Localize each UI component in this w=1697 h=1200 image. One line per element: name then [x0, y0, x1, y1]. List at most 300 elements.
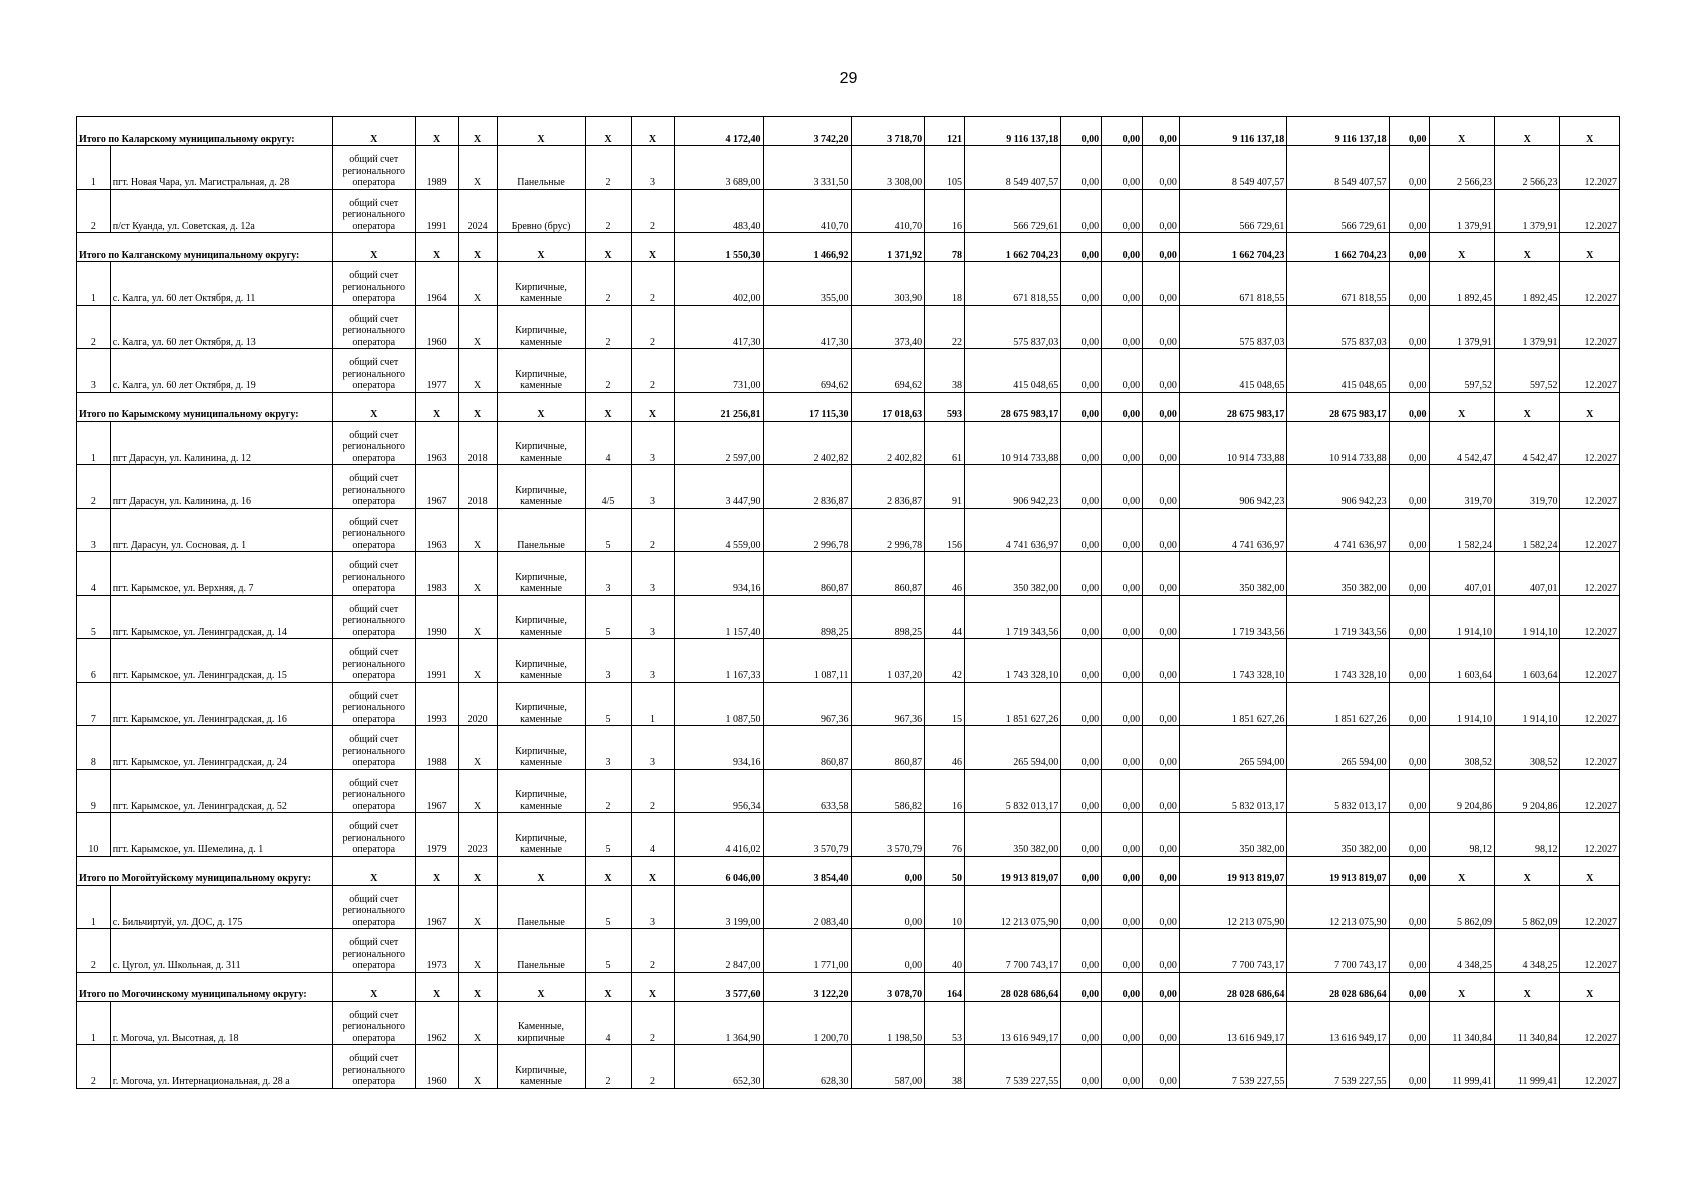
data-cell: 0,00 [1102, 349, 1143, 393]
data-cell: 0,00 [1143, 349, 1180, 393]
total-cell: 3 742,20 [763, 117, 851, 146]
total-cell: X [631, 856, 674, 885]
data-cell: 18 [925, 262, 965, 306]
data-cell: 483,40 [674, 189, 763, 233]
table-row [77, 885, 1620, 929]
account-type-cell: общий счет регионального оператора [332, 639, 415, 683]
data-cell: 42 [925, 639, 965, 683]
data-cell: 350 382,00 [1287, 552, 1389, 596]
data-cell: 38 [925, 349, 965, 393]
data-cell: Кирпичные, каменные [497, 262, 585, 306]
total-cell: 0,00 [1389, 392, 1429, 421]
total-cell: 19 913 819,07 [965, 856, 1061, 885]
total-cell: X [458, 856, 497, 885]
data-cell: X [458, 726, 497, 770]
data-cell: 12.2027 [1560, 189, 1620, 233]
data-cell: 0,00 [1389, 813, 1429, 857]
data-cell: 898,25 [763, 595, 851, 639]
data-cell: 12.2027 [1560, 349, 1620, 393]
data-cell: 76 [925, 813, 965, 857]
account-type-cell: общий счет регионального оператора [332, 885, 415, 929]
address-cell: с. Цугол, ул. Школьная, д. 311 [110, 929, 332, 973]
data-cell: Панельные [497, 508, 585, 552]
row-number: 3 [77, 508, 111, 552]
data-cell: 0,00 [1143, 305, 1180, 349]
data-cell: 860,87 [851, 552, 925, 596]
data-cell: X [458, 929, 497, 973]
table-row [77, 305, 1620, 349]
total-cell: 3 854,40 [763, 856, 851, 885]
data-cell: 2 [631, 1001, 674, 1045]
registry-body [77, 117, 1620, 1089]
total-cell: 164 [925, 972, 965, 1001]
data-cell: 0,00 [1389, 552, 1429, 596]
data-cell: X [458, 769, 497, 813]
total-cell: 6 046,00 [674, 856, 763, 885]
address-cell: пгт. Карымское, ул. Ленинградская, д. 16 [110, 682, 332, 726]
data-cell: 956,34 [674, 769, 763, 813]
data-cell: 3 [631, 595, 674, 639]
address-cell: пгт. Карымское, ул. Ленинградская, д. 24 [110, 726, 332, 770]
data-cell: 0,00 [1061, 465, 1102, 509]
data-cell: 1 719 343,56 [1179, 595, 1286, 639]
data-cell: 1991 [415, 639, 458, 683]
total-cell: X [585, 392, 631, 421]
account-type-cell: общий счет регионального оператора [332, 1001, 415, 1045]
data-cell: 0,00 [1102, 595, 1143, 639]
data-cell: Панельные [497, 885, 585, 929]
total-cell: X [585, 856, 631, 885]
row-number: 4 [77, 552, 111, 596]
data-cell: 7 539 227,55 [1287, 1045, 1389, 1089]
table-row [77, 929, 1620, 973]
total-cell: 0,00 [1389, 233, 1429, 262]
data-cell: 967,36 [851, 682, 925, 726]
data-cell: 2 566,23 [1495, 146, 1560, 190]
data-cell: 0,00 [1061, 929, 1102, 973]
data-cell: 9 204,86 [1495, 769, 1560, 813]
data-cell: 61 [925, 421, 965, 465]
data-cell: 0,00 [1061, 885, 1102, 929]
data-cell: 5 862,09 [1429, 885, 1494, 929]
data-cell: 265 594,00 [1287, 726, 1389, 770]
data-cell: 1 037,20 [851, 639, 925, 683]
data-cell: 0,00 [1143, 639, 1180, 683]
row-number: 1 [77, 421, 111, 465]
address-cell: пгт. Дарасун, ул. Сосновая, д. 1 [110, 508, 332, 552]
data-cell: 2 [585, 1045, 631, 1089]
data-cell: 1993 [415, 682, 458, 726]
total-cell: X [497, 972, 585, 1001]
data-cell: 906 942,23 [1287, 465, 1389, 509]
data-cell: 9 204,86 [1429, 769, 1494, 813]
total-cell: 9 116 137,18 [965, 117, 1061, 146]
address-cell: пгт. Карымское, ул. Ленинградская, д. 52 [110, 769, 332, 813]
data-cell: 4 741 636,97 [1179, 508, 1286, 552]
data-cell: 3 570,79 [851, 813, 925, 857]
total-cell: 0,00 [1061, 972, 1102, 1001]
address-cell: пгт. Карымское, ул. Шемелина, д. 1 [110, 813, 332, 857]
data-cell: 4 [585, 421, 631, 465]
data-cell: 0,00 [1102, 189, 1143, 233]
data-cell: 2 [585, 146, 631, 190]
data-cell: 3 [631, 465, 674, 509]
data-cell: 98,12 [1495, 813, 1560, 857]
data-cell: 3 447,90 [674, 465, 763, 509]
data-cell: 1 743 328,10 [1179, 639, 1286, 683]
total-cell: 17 115,30 [763, 392, 851, 421]
data-cell: 633,58 [763, 769, 851, 813]
total-cell: X [1495, 972, 1560, 1001]
row-number: 7 [77, 682, 111, 726]
row-number: 5 [77, 595, 111, 639]
row-number: 6 [77, 639, 111, 683]
total-cell: X [458, 392, 497, 421]
data-cell: 319,70 [1495, 465, 1560, 509]
row-number: 2 [77, 465, 111, 509]
data-cell: 1 743 328,10 [1287, 639, 1389, 683]
data-cell: 12.2027 [1560, 682, 1620, 726]
account-type-cell: общий счет регионального оператора [332, 465, 415, 509]
account-type-cell: общий счет регионального оператора [332, 508, 415, 552]
data-cell: 2 [585, 769, 631, 813]
total-cell: 0,00 [851, 856, 925, 885]
data-cell: 40 [925, 929, 965, 973]
data-cell: 8 549 407,57 [1287, 146, 1389, 190]
table-row [77, 508, 1620, 552]
account-type-cell: общий счет регионального оператора [332, 421, 415, 465]
data-cell: 0,00 [1389, 349, 1429, 393]
data-cell: 597,52 [1429, 349, 1494, 393]
data-cell: 3 [631, 885, 674, 929]
data-cell: 1 851 627,26 [1179, 682, 1286, 726]
data-cell: 12.2027 [1560, 813, 1620, 857]
table-row [77, 465, 1620, 509]
data-cell: 319,70 [1429, 465, 1494, 509]
data-cell: 12 213 075,90 [1179, 885, 1286, 929]
data-cell: 0,00 [1061, 508, 1102, 552]
data-cell: 0,00 [1143, 465, 1180, 509]
data-cell: Кирпичные, каменные [497, 726, 585, 770]
data-cell: 1 379,91 [1429, 305, 1494, 349]
data-cell: 0,00 [1061, 595, 1102, 639]
data-cell: 373,40 [851, 305, 925, 349]
data-cell: 2 [631, 769, 674, 813]
data-cell: 0,00 [1102, 508, 1143, 552]
data-cell: Кирпичные, каменные [497, 305, 585, 349]
total-cell: X [1429, 856, 1494, 885]
row-number: 3 [77, 349, 111, 393]
data-cell: 1963 [415, 421, 458, 465]
total-cell: X [585, 117, 631, 146]
total-cell: X [1560, 233, 1620, 262]
table-row [77, 552, 1620, 596]
data-cell: 0,00 [1143, 1001, 1180, 1045]
data-cell: 7 700 743,17 [1287, 929, 1389, 973]
section-total-label: Итого по Могойтуйскому муниципальному округу: [77, 856, 333, 885]
total-cell: 9 116 137,18 [1287, 117, 1389, 146]
account-type-cell: общий счет регионального оператора [332, 929, 415, 973]
data-cell: Кирпичные, каменные [497, 1045, 585, 1089]
total-cell: 28 028 686,64 [1287, 972, 1389, 1001]
data-cell: 53 [925, 1001, 965, 1045]
data-cell: 1967 [415, 885, 458, 929]
account-type-cell: общий счет регионального оператора [332, 769, 415, 813]
data-cell: 350 382,00 [965, 813, 1061, 857]
data-cell: 0,00 [1389, 189, 1429, 233]
total-cell: X [585, 233, 631, 262]
data-cell: 5 [585, 885, 631, 929]
data-cell: 0,00 [1061, 769, 1102, 813]
total-cell: 3 078,70 [851, 972, 925, 1001]
data-cell: 2020 [458, 682, 497, 726]
housing-registry-table [76, 116, 1620, 1089]
data-cell: 1 [631, 682, 674, 726]
total-cell: X [1429, 233, 1494, 262]
data-cell: 15 [925, 682, 965, 726]
data-cell: 13 616 949,17 [1287, 1001, 1389, 1045]
data-cell: 1979 [415, 813, 458, 857]
data-cell: 0,00 [851, 929, 925, 973]
data-cell: X [458, 639, 497, 683]
data-cell: 0,00 [1389, 726, 1429, 770]
data-cell: 860,87 [763, 552, 851, 596]
data-cell: 0,00 [1061, 682, 1102, 726]
table-row [77, 769, 1620, 813]
address-cell: с. Калга, ул. 60 лет Октября, д. 19 [110, 349, 332, 393]
section-total-row [77, 972, 1620, 1001]
data-cell: 0,00 [1389, 639, 1429, 683]
data-cell: 934,16 [674, 726, 763, 770]
data-cell: X [458, 1001, 497, 1045]
data-cell: 1 167,33 [674, 639, 763, 683]
data-cell: 3 689,00 [674, 146, 763, 190]
total-cell: X [332, 117, 415, 146]
account-type-cell: общий счет регионального оператора [332, 552, 415, 596]
total-cell: 0,00 [1143, 972, 1180, 1001]
data-cell: 0,00 [1389, 421, 1429, 465]
data-cell: 2 [585, 262, 631, 306]
data-cell: 350 382,00 [1179, 813, 1286, 857]
row-number: 8 [77, 726, 111, 770]
data-cell: 3 [631, 726, 674, 770]
data-cell: 12.2027 [1560, 421, 1620, 465]
total-cell: 1 466,92 [763, 233, 851, 262]
data-cell: 0,00 [1061, 1001, 1102, 1045]
data-cell: 415 048,65 [1179, 349, 1286, 393]
total-cell: X [458, 233, 497, 262]
data-cell: 1977 [415, 349, 458, 393]
total-cell: X [332, 856, 415, 885]
data-cell: 2 597,00 [674, 421, 763, 465]
data-cell: 1 719 343,56 [965, 595, 1061, 639]
table-row [77, 595, 1620, 639]
data-cell: 0,00 [1102, 639, 1143, 683]
total-cell: 1 371,92 [851, 233, 925, 262]
data-cell: 1989 [415, 146, 458, 190]
data-cell: 303,90 [851, 262, 925, 306]
data-cell: 105 [925, 146, 965, 190]
total-cell: 0,00 [1389, 117, 1429, 146]
data-cell: 0,00 [1389, 465, 1429, 509]
data-cell: 2024 [458, 189, 497, 233]
data-cell: 3 [631, 146, 674, 190]
data-cell: Панельные [497, 929, 585, 973]
account-type-cell: общий счет регионального оператора [332, 1045, 415, 1089]
total-cell: 78 [925, 233, 965, 262]
data-cell: 3 570,79 [763, 813, 851, 857]
data-cell: 0,00 [1389, 595, 1429, 639]
total-cell: X [1429, 972, 1494, 1001]
data-cell: 0,00 [1143, 929, 1180, 973]
data-cell: 566 729,61 [965, 189, 1061, 233]
data-cell: 0,00 [1389, 1045, 1429, 1089]
data-cell: 5 832 013,17 [1287, 769, 1389, 813]
data-cell: 265 594,00 [1179, 726, 1286, 770]
data-cell: 2 [585, 349, 631, 393]
total-cell: X [631, 117, 674, 146]
total-cell: 0,00 [1061, 233, 1102, 262]
data-cell: 4 741 636,97 [965, 508, 1061, 552]
total-cell: X [1495, 856, 1560, 885]
data-cell: X [458, 146, 497, 190]
total-cell: 0,00 [1389, 856, 1429, 885]
address-cell: пгт. Новая Чара, ул. Магистральная, д. 28 [110, 146, 332, 190]
data-cell: 2 [585, 189, 631, 233]
table-row [77, 726, 1620, 770]
data-cell: Бревно (брус) [497, 189, 585, 233]
row-number: 1 [77, 146, 111, 190]
data-cell: 4 542,47 [1495, 421, 1560, 465]
total-cell: X [497, 856, 585, 885]
total-cell: 1 662 704,23 [1287, 233, 1389, 262]
data-cell: 575 837,03 [965, 305, 1061, 349]
data-cell: 12.2027 [1560, 552, 1620, 596]
data-cell: 1 582,24 [1429, 508, 1494, 552]
data-cell: 1 379,91 [1429, 189, 1494, 233]
data-cell: 11 340,84 [1495, 1001, 1560, 1045]
data-cell: Кирпичные, каменные [497, 552, 585, 596]
section-total-row [77, 233, 1620, 262]
data-cell: 731,00 [674, 349, 763, 393]
total-cell: X [415, 856, 458, 885]
data-cell: 12 213 075,90 [1287, 885, 1389, 929]
data-cell: 2 566,23 [1429, 146, 1494, 190]
account-type-cell: общий счет регионального оператора [332, 146, 415, 190]
total-cell: 0,00 [1061, 117, 1102, 146]
data-cell: 628,30 [763, 1045, 851, 1089]
data-cell: 2018 [458, 421, 497, 465]
data-cell: 12.2027 [1560, 305, 1620, 349]
row-number: 1 [77, 1001, 111, 1045]
data-cell: 860,87 [763, 726, 851, 770]
data-cell: 3 308,00 [851, 146, 925, 190]
total-cell: X [458, 117, 497, 146]
data-cell: Кирпичные, каменные [497, 769, 585, 813]
data-cell: 0,00 [1389, 305, 1429, 349]
data-cell: 11 999,41 [1495, 1045, 1560, 1089]
data-cell: 0,00 [851, 885, 925, 929]
data-cell: 1983 [415, 552, 458, 596]
data-cell: 265 594,00 [965, 726, 1061, 770]
data-cell: 1962 [415, 1001, 458, 1045]
data-cell: 3 [585, 552, 631, 596]
data-cell: 4 416,02 [674, 813, 763, 857]
data-cell: 1990 [415, 595, 458, 639]
data-cell: 8 549 407,57 [965, 146, 1061, 190]
data-cell: 5 [585, 508, 631, 552]
data-cell: Кирпичные, каменные [497, 349, 585, 393]
data-cell: Каменные, кирпичные [497, 1001, 585, 1045]
data-cell: 91 [925, 465, 965, 509]
table-row [77, 639, 1620, 683]
total-cell: X [497, 117, 585, 146]
data-cell: 0,00 [1389, 682, 1429, 726]
section-total-label: Итого по Карымскому муниципальному округу: [77, 392, 333, 421]
data-cell: X [458, 508, 497, 552]
data-cell: 12.2027 [1560, 726, 1620, 770]
data-cell: 308,52 [1495, 726, 1560, 770]
total-cell: 28 028 686,64 [965, 972, 1061, 1001]
data-cell: 0,00 [1061, 262, 1102, 306]
total-cell: X [631, 392, 674, 421]
data-cell: 0,00 [1143, 595, 1180, 639]
total-cell: 0,00 [1143, 117, 1180, 146]
table-row [77, 1001, 1620, 1045]
data-cell: 0,00 [1061, 726, 1102, 770]
data-cell: 1 087,50 [674, 682, 763, 726]
total-cell: 0,00 [1102, 972, 1143, 1001]
data-cell: 12.2027 [1560, 1045, 1620, 1089]
data-cell: 4/5 [585, 465, 631, 509]
total-cell: 0,00 [1102, 392, 1143, 421]
total-cell: X [415, 392, 458, 421]
total-cell: 50 [925, 856, 965, 885]
data-cell: 1 200,70 [763, 1001, 851, 1045]
table-row [77, 421, 1620, 465]
data-cell: 2018 [458, 465, 497, 509]
data-cell: 7 539 227,55 [1179, 1045, 1286, 1089]
total-cell: 0,00 [1061, 392, 1102, 421]
data-cell: X [458, 595, 497, 639]
data-cell: 0,00 [1389, 929, 1429, 973]
data-cell: 3 [585, 639, 631, 683]
data-cell: 2 [631, 189, 674, 233]
data-cell: 0,00 [1061, 189, 1102, 233]
data-cell: 415 048,65 [965, 349, 1061, 393]
data-cell: Кирпичные, каменные [497, 421, 585, 465]
data-cell: 2 836,87 [763, 465, 851, 509]
data-cell: 0,00 [1102, 682, 1143, 726]
data-cell: 12.2027 [1560, 262, 1620, 306]
data-cell: X [458, 349, 497, 393]
data-cell: Кирпичные, каменные [497, 465, 585, 509]
data-cell: 410,70 [851, 189, 925, 233]
total-cell: 28 675 983,17 [965, 392, 1061, 421]
data-cell: 934,16 [674, 552, 763, 596]
data-cell: 860,87 [851, 726, 925, 770]
data-cell: 38 [925, 1045, 965, 1089]
data-cell: 2 [631, 349, 674, 393]
data-cell: 11 999,41 [1429, 1045, 1494, 1089]
data-cell: 11 340,84 [1429, 1001, 1494, 1045]
total-cell: X [497, 233, 585, 262]
data-cell: 407,01 [1429, 552, 1494, 596]
data-cell: 3 [631, 421, 674, 465]
data-cell: 1991 [415, 189, 458, 233]
data-cell: 22 [925, 305, 965, 349]
total-cell: 3 718,70 [851, 117, 925, 146]
